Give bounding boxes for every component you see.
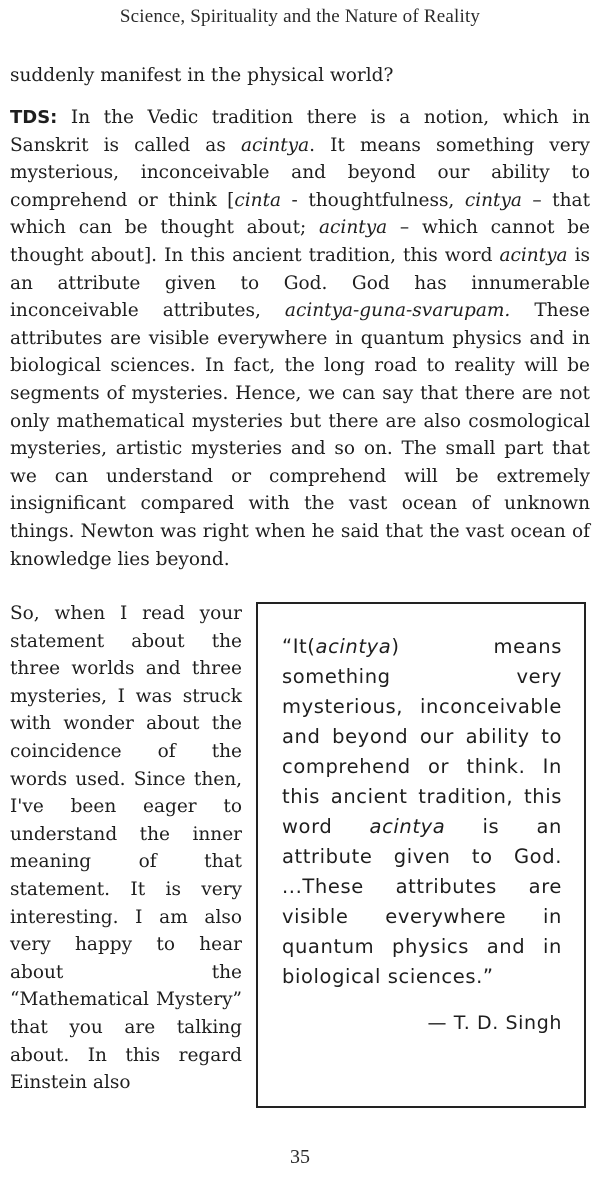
dialogue-text	[10, 107, 590, 570]
intro-line: suddenly manifest in the physical world?	[10, 65, 394, 86]
dialogue-segment: These attributes are visible everywhere in quantum physics and in biological sciences. In fact, the long road to reality will be segments of mysteries. Hence, we can say that there are not only mathematical mysteries but there are also cosmological mysteries, artistic mysteries and so on. The small part that we can understand or comprehend will be extremely insignificant compared with the vast ocean of unknown things. Newton was right when he said that the vast ocean of knowledge lies beyond.	[10, 300, 590, 570]
dialogue-segment: – that which can be thought about;	[10, 189, 590, 239]
dialogue-segment: acintya	[499, 244, 568, 266]
pull-quote-text	[282, 632, 562, 992]
dialogue-paragraph	[10, 104, 590, 573]
page-number: 35	[290, 1146, 310, 1168]
dialogue-segment: - thoughtfulness,	[281, 189, 465, 211]
dialogue-segment: – which cannot be thought about]. In this ancient tradition, this word	[10, 217, 590, 266]
dialogue-segment: In the Vedic tradition there is a notion, which in Sanskrit is called as	[10, 107, 590, 156]
running-head: Science, Spirituality and the Nature of Reality	[119, 6, 481, 27]
dialogue-segment: . It means something very mysterious, inconceivable and beyond our ability to comprehend or think [	[10, 134, 590, 211]
dialogue-segment: acintya	[319, 217, 388, 239]
dialogue-segment: cintya	[464, 189, 522, 211]
quote-segment: ) means something very mysterious, inconceivable and beyond our ability to comprehend or think. In this ancient tradition, this word	[282, 635, 562, 838]
narrow-column-text: So, when I read your statement about the three worlds and three mysteries, I was struck with wonder about the coincidence of the words used. Since then, I've been eager to understand the inner meaning of that statement. It is very interesting. I am also very happy to hear about the “Mathematical Mystery” that you are talking about. In this regard Einstein also	[10, 603, 242, 1094]
pull-quote-box	[256, 602, 586, 1108]
speaker-label: TDS:	[10, 107, 58, 128]
dialogue-segment: acintya	[240, 134, 310, 156]
dialogue-segment: is an attribute given to God. God has innumerable inconceivable attributes,	[10, 244, 591, 322]
quote-segment: is an attribute given to God. ...These attributes are visible everywhere in quantum physics and in biological sciences.”	[282, 815, 562, 988]
dialogue-segment: acintya-guna-svarupam.	[284, 300, 511, 322]
pull-quote-attribution: — T. D. Singh	[427, 1012, 562, 1034]
quote-segment: acintya	[315, 635, 392, 658]
quote-segment: acintya	[369, 815, 446, 838]
dialogue-segment: cinta	[234, 189, 282, 211]
quote-segment: “It(	[282, 635, 316, 658]
